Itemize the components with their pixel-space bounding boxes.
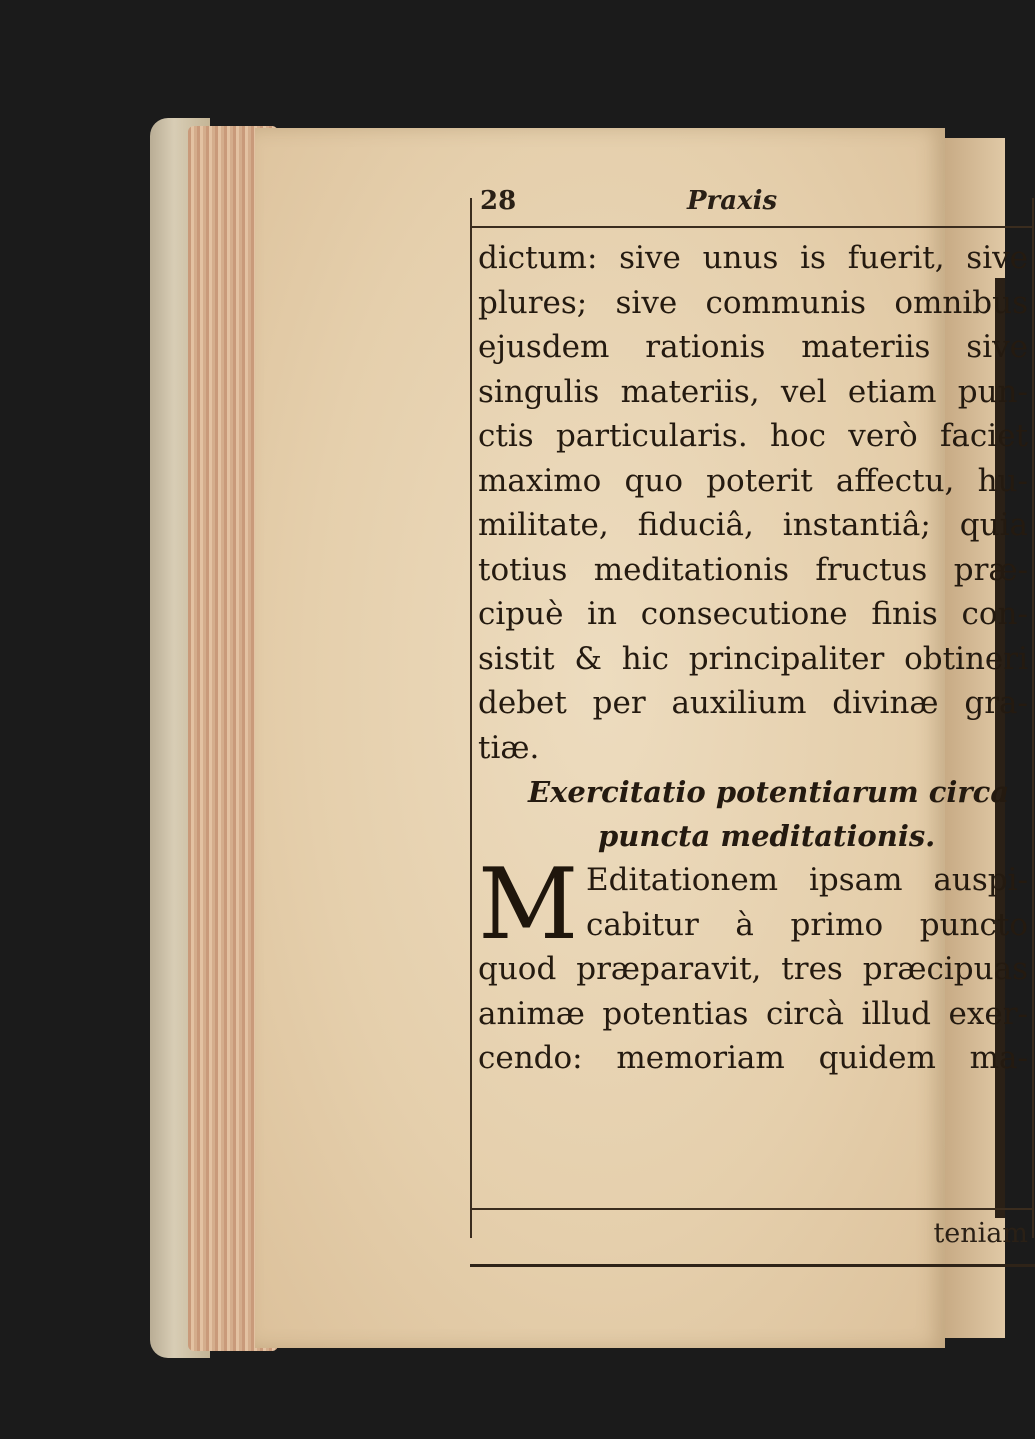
text-line: dictum: sive unus is fuerit, sive (478, 240, 1028, 276)
footer-rule (472, 1208, 1032, 1210)
text-line: Editationem ipsam auspi- (586, 862, 1028, 898)
page-text (478, 236, 1028, 1081)
section-heading-line-2: puncta meditationis. (598, 819, 936, 853)
text-line: maximo quo poterit affectu, hu- (478, 462, 1028, 499)
text-line: cipuè in consecutione finis con- (478, 596, 1028, 632)
text-frame (470, 186, 1034, 1249)
text-line: totius meditationis fructus præ- (478, 551, 1028, 588)
page-number: 28 (480, 186, 517, 216)
section-heading-line-1: Exercitatio potentiarum circa (528, 775, 1010, 809)
drop-cap: M (478, 848, 579, 962)
text-line: tiæ. (478, 729, 540, 766)
text-line: cendo: memoriam quidem ma- (478, 1040, 1028, 1076)
section-paragraph (478, 848, 1028, 1081)
text-line: cabitur à primo puncto (586, 906, 1028, 943)
text-line: quod præparavit, tres præcipuas (478, 951, 1028, 987)
text-line: plures; sive communis omnibus (478, 284, 1028, 321)
catchword: teniam (933, 1218, 1028, 1249)
text-line: singulis materiis, vel etiam pun- (478, 373, 1028, 410)
text-line: militate, fiduciâ, instantiâ; quia (478, 507, 1028, 543)
book-page (255, 128, 1028, 1348)
text-line: animæ potentias circà illud exer- (478, 995, 1028, 1032)
text-line: ejusdem rationis materiis sive (478, 329, 1028, 365)
book (150, 108, 1028, 1363)
text-line: ctis particularis. hoc verò faciet (478, 418, 1028, 454)
text-line: sistit & hic principaliter obtineri (478, 640, 1028, 677)
bottom-border-rule (470, 1264, 1035, 1267)
running-head (472, 186, 1032, 226)
running-title: Praxis (687, 186, 778, 216)
header-rule (472, 226, 1032, 228)
text-line: debet per auxilium divinæ gra- (478, 685, 1028, 721)
